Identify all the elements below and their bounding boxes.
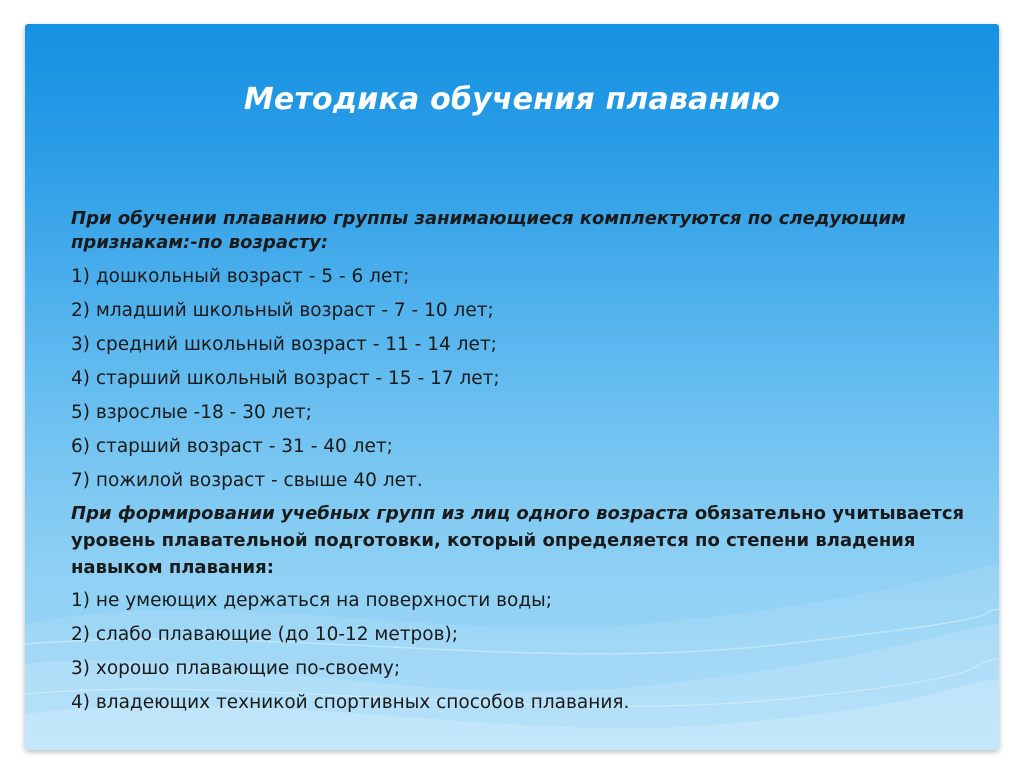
skill-item-4: 4) владеющих техникой спортивных способов плавания. <box>71 692 630 713</box>
skill-item-3: 3) хорошо плавающие по-своему; <box>71 658 401 679</box>
slide <box>25 24 999 750</box>
age-item-2: 2) младший школьный возраст - 7 - 10 лет; <box>71 300 494 321</box>
section-rest: обязательно учитывается уровень плавательной подготовки, который определяется по степени владения навыком плавания: <box>71 503 965 578</box>
slide-title: Методика обучения плаванию <box>243 82 781 117</box>
skill-item-2: 2) слабо плавающие (до 10-12 метров); <box>71 624 458 645</box>
slide-content <box>71 207 971 720</box>
section-text <box>71 500 971 581</box>
age-item-4: 4) старший школьный возраст - 15 - 17 лет; <box>71 368 500 389</box>
age-item-5: 5) взрослые -18 - 30 лет; <box>71 402 312 423</box>
intro-text: При обучении плаванию группы занимающиеся комплектуются по следующим признакам:-по возрасту: <box>71 208 906 253</box>
age-item-1: 1) дошкольный возраст - 5 - 6 лет; <box>71 266 410 287</box>
age-item-3: 3) средний школьный возраст - 11 - 14 лет; <box>71 334 497 355</box>
section-emphasis: При формировании учебных групп из лиц одного возраста <box>71 503 689 524</box>
age-item-6: 6) старший возраст - 31 - 40 лет; <box>71 436 393 457</box>
skill-item-1: 1) не умеющих держаться на поверхности воды; <box>71 590 552 611</box>
age-item-7: 7) пожилой возраст - свыше 40 лет. <box>71 470 423 491</box>
